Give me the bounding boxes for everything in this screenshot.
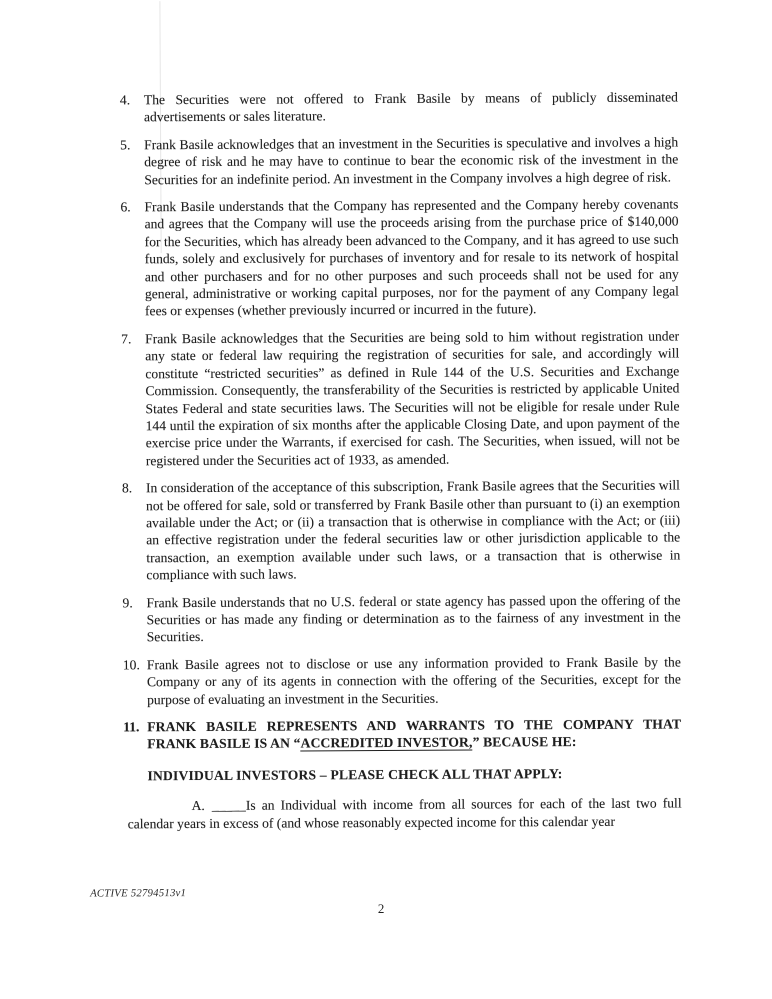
item-a-label: A. — [191, 798, 205, 814]
checklist-item-a — [128, 795, 682, 833]
paragraph-text: Frank Basile understands that no U.S. federal or state agency has passed upon the offering of the Securities or has made any finding or determination as to the fairness of any investment in the Securities. — [146, 592, 681, 645]
paragraph-number: 9. — [122, 594, 133, 610]
paragraph-text — [147, 715, 681, 753]
numbered-paragraph-7 — [121, 327, 680, 469]
paragraph-number: 10. — [122, 657, 140, 673]
paragraph-11-prefix: FRANK BASILE REPRESENTS AND WARRANTS TO THE COMPANY THAT FRANK BASILE IS AN “ — [147, 716, 682, 752]
paragraph-number: 11. — [123, 719, 140, 735]
document-reference-number: ACTIVE 52794513v1 — [90, 887, 187, 900]
paragraph-text: Frank Basile agrees not to disclose or use any information provided to Frank Basile by the Company or any of its agents in connection with the offering of the Securities, except for the purpose of evaluating an investment in the Securities. — [146, 654, 681, 707]
paragraph-text: Frank Basile acknowledges that the Securities are being sold to him without registration under any state or federal law requiring the registration of securities for sale, and accordingly will constitute “restricted securities” as defined in Rule 144 of the U.S. Securities and Exchange Commission. Consequently, the transferability of the Securities is restricted by applicable United States Federal and state securities laws. The Securities will not be eligible for resale under Rule 144 until the expiration of six months after the applicable Closing Date, and upon payment of the exercise price under the Warrants, if exercised for cash. The Securities, when issued, will not be registered under the Securities act of 1933, as amended. — [145, 328, 680, 468]
paragraph-number: 5. — [120, 137, 131, 153]
paragraph-number: 8. — [121, 480, 133, 496]
item-a-blank-line: _____ — [211, 797, 246, 814]
paragraph-number: 6. — [120, 199, 131, 215]
paragraph-text: The Securities were not offered to Frank Basile by means of publicly disseminated advertisements or sales literature. — [143, 89, 678, 125]
paragraph-number: 4. — [119, 92, 131, 108]
paragraph-text: Frank Basile understands that the Company has represented and the Company hereby covenants and agrees that the Company will use the proceeds arising from the purchase price of $140,000 for the Securities, which has already been advanced to the Company, and it has agreed to use such funds, solely and exclusively for purchases of inventory and for resale to its network of hospital and other purchasers and for no other purposes and such proceeds shall not be used for any general, administrative or working capital purposes, nor for the payment of any Company legal fees or expenses (whether previously incurred or incurred in the future). — [144, 196, 679, 319]
numbered-paragraph-8 — [122, 477, 681, 584]
page-number: 2 — [377, 901, 385, 917]
paragraph-text: In consideration of the acceptance of this subscription, Frank Basile agrees that the Securities will not be offered for sale, sold or transferred by Frank Basile other than pursuant to (i) an exemption available under the Act; or (ii) a transaction that is otherwise in compliance with the Act; or (iii) an effective registration under the federal securities law or other jurisdiction applicable to the transaction, an exemption available under such laws, or a transaction that is otherwise in compliance with such laws. — [145, 477, 681, 583]
section-heading: INDIVIDUAL INVESTORS – PLEASE CHECK ALL THAT APPLY: — [147, 765, 563, 784]
numbered-paragraph-11 — [123, 715, 681, 753]
paragraph-text: Frank Basile acknowledges that an investment in the Securities is speculative and involves a high degree of risk and he may have to continue to bear the economic risk of the investment in the Securities for an indefinite period. An investment in the Company involves a high degree of risk. — [144, 134, 679, 187]
document-content — [120, 88, 682, 832]
paragraph-11-suffix: ” BECAUSE HE: — [472, 734, 577, 750]
numbered-paragraph-6 — [120, 195, 679, 320]
numbered-paragraph-4 — [120, 88, 678, 126]
numbered-paragraph-10 — [123, 653, 681, 708]
item-a-text: Is an Individual with income from all sources for each of the last two full calendar years in excess of (and whose reasonably expected income for this calendar year — [127, 795, 682, 831]
numbered-paragraph-5 — [120, 133, 678, 188]
accredited-investor-underlined: ACCREDITED INVESTOR, — [300, 734, 473, 751]
numbered-paragraph-9 — [122, 591, 680, 646]
paragraph-number: 7. — [121, 331, 132, 347]
